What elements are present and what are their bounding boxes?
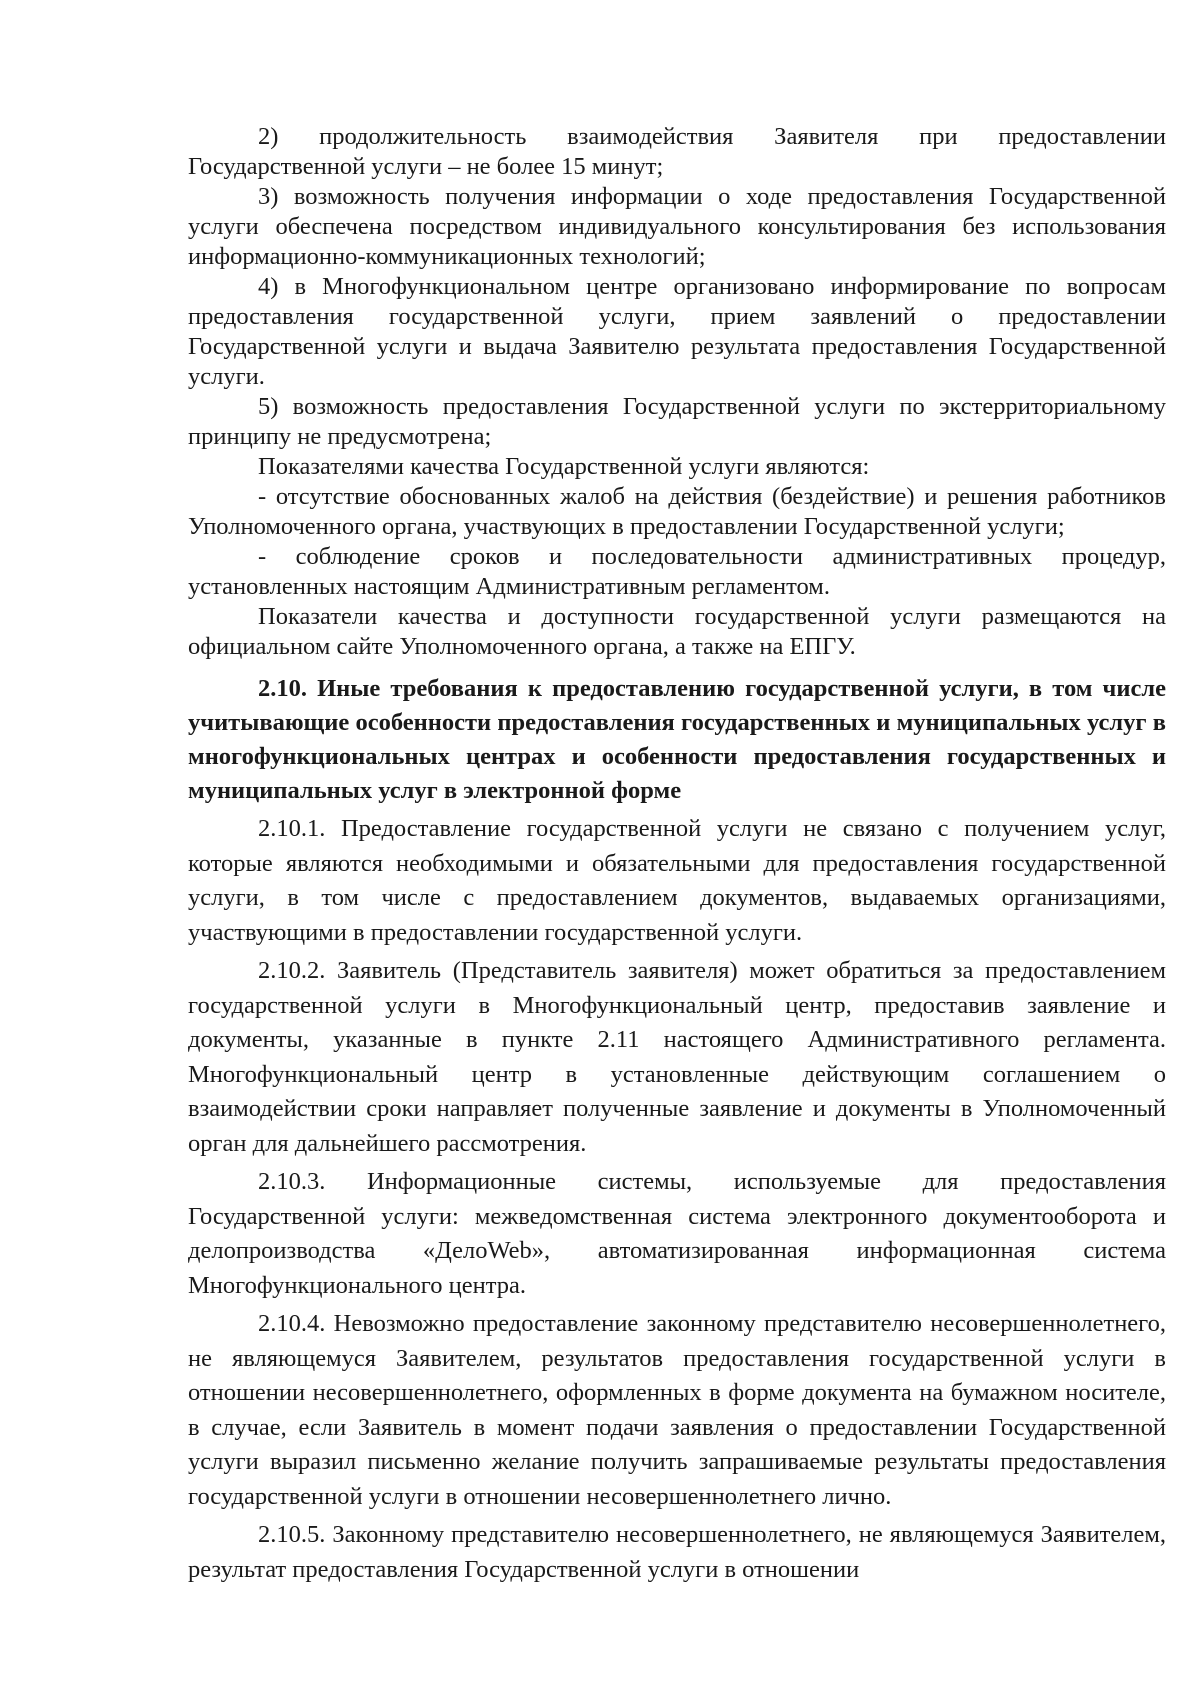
paragraph-2-10-1: 2.10.1. Предоставление государственной услуги не связано с получением услуг, которые являются необходимыми и обязательными для предоставления государственной услуги, в том числе с предоставлением документов, выдаваемых организациями, участвующими в предоставлении государственной услуги. <box>188 815 1166 946</box>
paragraph-item-3: 3) возможность получения информации о ходе предоставления Государственной услуги обеспечена посредством индивидуального консультирования без использования информационно-коммуникационных технологий; <box>188 183 1166 270</box>
paragraph-indicators-published: Показатели качества и доступности государственной услуги размещаются на официальном сайте Уполномоченного органа, а также на ЕПГУ. <box>188 603 1166 660</box>
paragraph-2-10-5: 2.10.5. Законному представителю несовершеннолетнего, не являющемуся Заявителем, результат предоставления Государственной услуги в отношении <box>188 1521 1166 1583</box>
document-page <box>188 122 1166 1587</box>
paragraph-quality-indicators: Показателями качества Государственной услуги являются: <box>258 453 870 480</box>
paragraph-item-2: 2) продолжительность взаимодействия Заявителя при предоставлении Государственной услуги – не более 15 минут; <box>188 123 1166 180</box>
paragraph-deadlines: - соблюдение сроков и последовательности административных процедур, установленных настоящим Административным регламентом. <box>188 543 1166 600</box>
paragraph-2-10-2: 2.10.2. Заявитель (Представитель заявителя) может обратиться за предоставлением государственной услуги в Многофункциональный центр, предоставив заявление и документы, указанные в пункте 2.11 настоящего Административного регламента. Многофункциональный центр в установленные действующим соглашением о взаимодействии сроки направляет полученные заявление и документы в Уполномоченный орган для дальнейшего рассмотрения. <box>188 957 1166 1157</box>
paragraph-no-complaints: - отсутствие обоснованных жалоб на действия (бездействие) и решения работников Уполномоченного органа, участвующих в предоставлении Государственной услуги; <box>188 483 1166 540</box>
paragraph-item-4: 4) в Многофункциональном центре организовано информирование по вопросам предоставления государственной услуги, прием заявлений о предоставлении Государственной услуги и выдача Заявителю результата предоставления Государственной услуги. <box>188 273 1166 390</box>
paragraph-2-10-4: 2.10.4. Невозможно предоставление законному представителю несовершеннолетнего, не являющемуся Заявителем, результатов предоставления государственной услуги в отношении несовершеннолетнего, оформленных в форме документа на бумажном носителе, в случае, если Заявитель в момент подачи заявления о предоставлении Государственной услуги выразил письменно желание получить запрашиваемые результаты предоставления государственной услуги в отношении несовершеннолетнего лично. <box>188 1310 1166 1510</box>
paragraph-item-5: 5) возможность предоставления Государственной услуги по экстерриториальному принципу не предусмотрена; <box>188 393 1166 450</box>
paragraph-2-10-3: 2.10.3. Информационные системы, используемые для предоставления Государственной услуги: межведомственная система электронного документооборота и делопроизводства «ДелоWeb», автоматизированная информационная система Многофункционального центра. <box>188 1168 1166 1299</box>
section-heading-2-10: 2.10. Иные требования к предоставлению государственной услуги, в том числе учитывающие особенности предоставления государственных и муниципальных услуг в многофункциональных центрах и особенности предоставления государственных и муниципальных услуг в электронной форме <box>188 675 1166 804</box>
